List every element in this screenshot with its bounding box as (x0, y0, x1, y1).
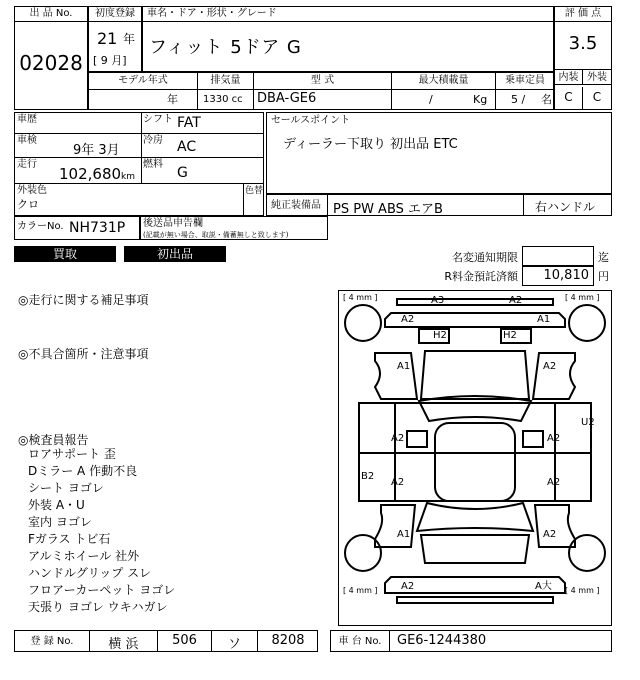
lot-number-label: 出 品 No. (15, 7, 87, 22)
recycle-unit: 円 (598, 270, 609, 283)
inspector-report-header: ◎検査員報告 (18, 433, 89, 447)
lot-number: 02028 (19, 51, 83, 75)
inspector-item: 天張り ヨゴレ ウキハガレ (28, 600, 168, 614)
inspector-item: ロアサポート 歪 (28, 447, 116, 461)
damage-mark: A1 (397, 361, 411, 372)
damage-mark: A1 (397, 529, 411, 540)
damage-mark: H2 (433, 330, 447, 341)
lot-number-box (14, 6, 88, 110)
capacity-unit: 名 (541, 93, 552, 106)
inspector-item: 室内 ヨゴレ (28, 515, 92, 529)
equipment-value: PS PW ABS エアB (333, 202, 443, 217)
chassis-label: 車 台 No. (338, 636, 382, 647)
color-number-box (14, 216, 140, 240)
name-change-value (522, 246, 594, 266)
color-number-label: カラーNo. (17, 221, 64, 232)
ac-label: 冷房 (143, 135, 163, 146)
car-name-box (142, 6, 554, 72)
year-unit: 年 (123, 32, 136, 46)
badge-kaitori: 買取 (14, 246, 116, 262)
details-grid (14, 112, 264, 216)
recycle-value: 10,810 (522, 266, 594, 286)
sales-point-box (266, 112, 612, 194)
damage-mark: A2 (547, 433, 561, 444)
interior-grade-label: 内装 (555, 69, 583, 85)
registration-number-box (14, 630, 318, 652)
registration-class: 506 (172, 633, 197, 648)
damage-mark: A大 (535, 581, 552, 592)
car-name-label: 車名・ドア・形状・グレード (143, 7, 553, 22)
tire-depth-rear-left: [ 4 mm ] (343, 586, 378, 595)
damage-mark: A2 (391, 433, 405, 444)
damage-mark: A2 (509, 295, 523, 306)
inspector-item: Fガラス トビ石 (28, 532, 111, 546)
exterior-grade: C (592, 90, 602, 104)
car-outline (339, 291, 611, 625)
max-load-separator: / (429, 93, 433, 106)
name-change-label: 名変通知期限 (452, 251, 518, 264)
driving-remarks-header: ◎走行に関する補足事項 (18, 293, 149, 307)
registration-kana: ソ (227, 637, 241, 652)
first-registration-box (88, 6, 142, 72)
name-change-unit: 迄 (598, 251, 609, 264)
steering-value: 右ハンドル (535, 200, 596, 214)
inspector-item: シート ヨゴレ (28, 481, 104, 495)
capacity-value: 5 / (511, 93, 526, 106)
exterior-color-value: クロ (17, 198, 39, 211)
inspection-value: 9年 3月 (73, 143, 120, 158)
damage-mark: A2 (401, 314, 415, 325)
mileage-unit: km (121, 172, 135, 182)
inspector-item: フロアーカーペット ヨゴレ (28, 583, 176, 597)
model-type-header: 型 式 (310, 75, 335, 86)
ac-value: AC (177, 139, 197, 155)
tire-depth-rear-right: [ 4 mm ] (565, 586, 600, 595)
damage-mark: B2 (361, 471, 375, 482)
sales-point-text: ディーラー下取り 初出品 ETC (283, 137, 458, 152)
color-number-value: NH731P (69, 220, 126, 236)
history-label: 車歴 (17, 114, 37, 125)
inspector-item: ハンドルグリップ スレ (28, 566, 152, 580)
equipment-box (266, 194, 612, 216)
damage-mark: A2 (391, 477, 405, 488)
color-change-label: 色替 (245, 186, 264, 196)
tire-depth-front-left: [ 4 mm ] (343, 293, 378, 302)
chassis-number: GE6-1244380 (397, 633, 487, 648)
displacement-header: 排気量 (210, 75, 241, 86)
damage-mark: A2 (401, 581, 415, 592)
max-load-unit: Kg (473, 93, 488, 106)
damage-mark: A2 (547, 477, 561, 488)
sales-point-label: セールスポイント (271, 115, 351, 126)
damage-mark: A2 (543, 361, 557, 372)
model-year-header: モデル年式 (118, 75, 168, 86)
damage-mark: A1 (537, 314, 551, 325)
recycle-label: R料金預託済額 (444, 270, 518, 283)
shift-label: シフト (143, 114, 173, 125)
badge-first-listing: 初出品 (124, 246, 226, 262)
inspector-item: アルミホイール 社外 (28, 549, 140, 563)
score-box (554, 6, 612, 110)
registration-label: 登 録 No. (30, 636, 74, 647)
chassis-number-box (330, 630, 612, 652)
car-name: フィット 5ドア G (149, 37, 302, 58)
shift-value: FAT (177, 115, 201, 131)
registration-region: 横 浜 (108, 637, 139, 652)
registration-number: 8208 (271, 633, 305, 648)
inspection-label: 車検 (17, 135, 37, 146)
exterior-grade-label: 外装 (583, 69, 611, 85)
first-registration-label: 初度登録 (89, 7, 141, 22)
displacement-value: 1330 cc (203, 94, 243, 105)
fuel-label: 燃料 (143, 159, 163, 170)
damage-mark: U2 (581, 417, 595, 428)
inspector-item: 外装 A・U (28, 498, 85, 512)
defect-remarks-header: ◎不具合箇所・注意事項 (18, 347, 149, 361)
score: 3.5 (568, 33, 598, 54)
mileage-value: 102,680 (59, 165, 122, 183)
interior-grade: C (555, 87, 583, 109)
document-box (140, 216, 328, 240)
spec-table (88, 72, 554, 110)
first-registration-year: 21 (97, 29, 118, 48)
score-label: 評 価 点 (555, 7, 611, 22)
model-year-value: 年 (167, 93, 178, 106)
max-load-header: 最大積載量 (418, 75, 469, 86)
damage-mark: A3 (431, 295, 445, 306)
document-note: (記載が無い場合、取説・備蓄無しと致します) (143, 231, 289, 239)
exterior-color-label: 外装色 (17, 185, 47, 196)
inspector-item: Dミラー A 作動不良 (28, 464, 138, 478)
first-registration-month: [ 9 月] (93, 54, 127, 67)
damage-mark: A2 (543, 529, 557, 540)
mileage-label: 走行 (17, 159, 37, 170)
inspector-report-list (28, 446, 175, 616)
model-type-value: DBA-GE6 (257, 91, 317, 106)
fuel-value: G (177, 165, 188, 181)
equipment-label: 純正装備品 (271, 200, 321, 211)
tire-depth-front-right: [ 4 mm ] (565, 293, 600, 302)
damage-mark: H2 (503, 330, 517, 341)
car-damage-diagram (338, 290, 612, 626)
capacity-header: 乗車定員 (505, 75, 545, 86)
document-label: 後送品申告欄 (143, 218, 203, 229)
